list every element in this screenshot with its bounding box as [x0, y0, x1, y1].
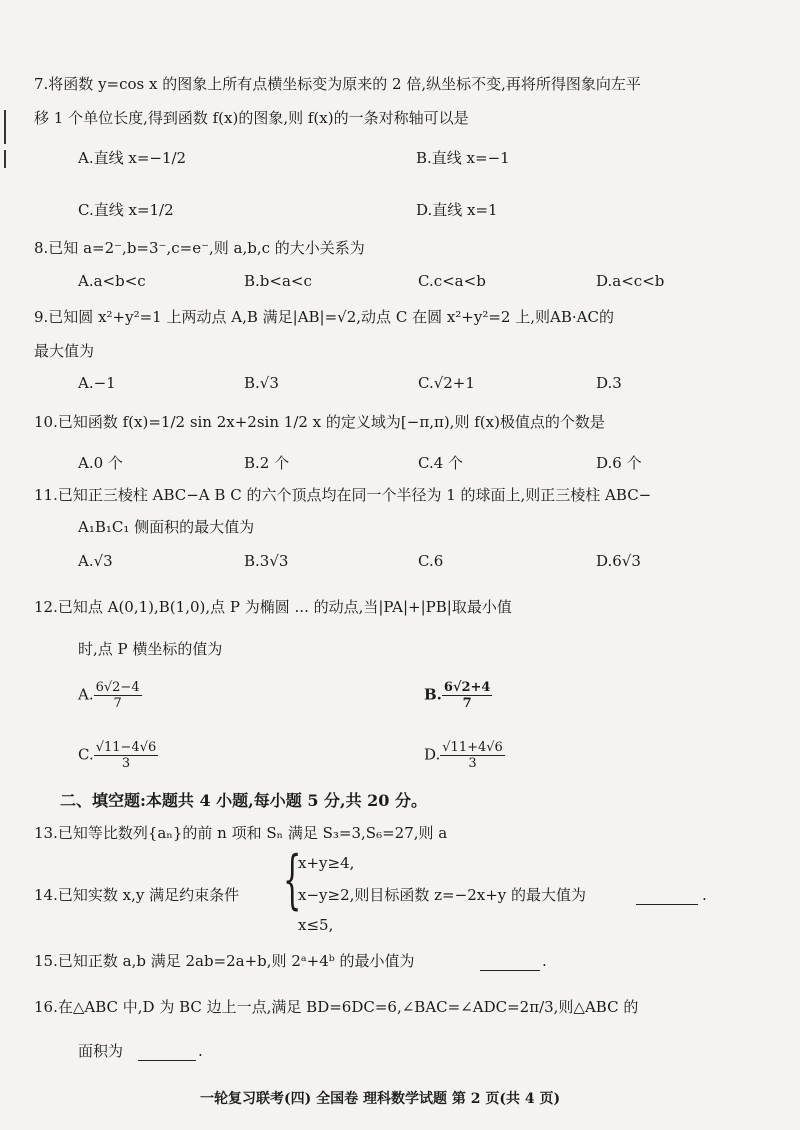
q8-option-b: B.b<a<c: [244, 272, 312, 290]
q12-option-b-fraction: [442, 680, 493, 711]
q7-option-d: D.直线 x=1: [416, 201, 498, 219]
q14-constraint-3: x≤5,: [298, 916, 334, 934]
q12-option-a-label: A.: [78, 685, 94, 704]
q12-option-c: [78, 740, 158, 771]
margin-mark: [4, 150, 6, 168]
q10-option-b: B.2 个: [244, 454, 290, 472]
q12-option-b-denominator: 7: [462, 696, 472, 711]
q10-option-a: A.0 个: [78, 454, 123, 472]
q12-option-d-denominator: 3: [468, 756, 477, 771]
q14-constraint-2: x−y≥2,则目标函数 z=−2x+y 的最大值为: [298, 886, 587, 904]
q10-stem: 10.已知函数 f(x)=1/2 sin 2x+2sin 1/2 x 的定义域为[−π,π),则 f(x)极值点的个数是: [34, 413, 605, 431]
margin-mark: [4, 110, 6, 144]
q7-stem-line1: 7.将函数 y=cos x 的图象上所有点横坐标变为原来的 2 倍,纵坐标不变,再将所得图象向左平: [34, 75, 641, 93]
q9-option-d: D.3: [596, 374, 622, 392]
q9-stem-line2: 最大值为: [34, 342, 95, 360]
q11-stem-line1: 11.已知正三棱柱 ABC−A B C 的六个顶点均在同一个半径为 1 的球面上,则正三棱柱 ABC−: [34, 486, 652, 504]
q7-stem-line2: 移 1 个单位长度,得到函数 f(x)的图象,则 f(x)的一条对称轴可以是: [34, 109, 469, 127]
q7-option-c: C.直线 x=1/2: [78, 201, 174, 219]
q12-option-d-fraction: [440, 740, 505, 771]
q12-option-b: [424, 680, 492, 711]
q10-option-d: D.6 个: [596, 454, 642, 472]
q13-stem: 13.已知等比数列{aₙ}的前 n 项和 Sₙ 满足 S₃=3,S₆=27,则 a: [34, 824, 448, 842]
q15-answer-blank[interactable]: [480, 954, 540, 971]
section-title-fill-in: 二、填空题:本题共 4 小题,每小题 5 分,共 20 分。: [60, 791, 428, 810]
q9-stem-line1: 9.已知圆 x²+y²=1 上两动点 A,B 满足|AB|=√2,动点 C 在圆 x²+y²=2 上,则AB·AC的: [34, 308, 614, 326]
page-footer: 一轮复习联考(四) 全国卷 理科数学试题 第 2 页(共 4 页): [200, 1091, 561, 1107]
q12-option-d-label: D.: [424, 745, 441, 764]
q14-constraint-1: x+y≥4,: [298, 854, 355, 872]
q12-option-a-denominator: 7: [113, 696, 122, 711]
q12-option-a-numerator: 6√2−4: [95, 680, 140, 695]
q14-stem-prefix: 14.已知实数 x,y 满足约束条件: [34, 886, 240, 904]
q11-option-a: A.√3: [78, 552, 113, 570]
q11-option-c: C.6: [418, 552, 444, 570]
constraint-brace: {: [283, 843, 302, 917]
q9-option-c: C.√2+1: [418, 374, 475, 392]
q12-option-c-numerator: √11−4√6: [95, 740, 157, 755]
q7-option-a: A.直线 x=−1/2: [78, 149, 187, 167]
q8-option-a: A.a<b<c: [78, 272, 146, 290]
q16-period: .: [198, 1042, 203, 1060]
q8-option-c: C.c<a<b: [418, 272, 486, 290]
q14-answer-blank[interactable]: [636, 888, 698, 905]
q16-answer-blank[interactable]: [138, 1044, 196, 1061]
q15-period: .: [542, 952, 547, 970]
q16-stem-line1: 16.在△ABC 中,D 为 BC 边上一点,满足 BD=6DC=6,∠BAC=∠ADC=2π/3,则△ABC 的: [34, 998, 639, 1016]
q10-option-c: C.4 个: [418, 454, 464, 472]
q12-stem-line2: 时,点 P 横坐标的值为: [78, 640, 223, 658]
q11-option-d: D.6√3: [596, 552, 641, 570]
q11-option-b: B.3√3: [244, 552, 289, 570]
q12-option-b-numerator: 6√2+4: [443, 680, 491, 695]
q12-option-d-numerator: √11+4√6: [442, 740, 503, 755]
q8-stem: 8.已知 a=2⁻,b=3⁻,c=e⁻,则 a,b,c 的大小关系为: [34, 239, 365, 257]
q12-option-c-denominator: 3: [121, 756, 131, 771]
q15-stem: 15.已知正数 a,b 满足 2ab=2a+b,则 2ᵃ+4ᵇ 的最小值为: [34, 952, 415, 970]
q9-option-b: B.√3: [244, 374, 279, 392]
q12-option-a: [78, 680, 142, 711]
q8-option-d: D.a<c<b: [596, 272, 665, 290]
q12-option-a-fraction: [94, 680, 142, 711]
q7-option-b: B.直线 x=−1: [416, 149, 510, 167]
q12-option-c-label: C.: [78, 745, 94, 764]
q14-period: .: [702, 886, 707, 904]
q9-option-a: A.−1: [78, 374, 116, 392]
q12-stem-line1: 12.已知点 A(0,1),B(1,0),点 P 为椭圆 ... 的动点,当|PA|+|PB|取最小值: [34, 598, 512, 616]
q16-stem-line2: 面积为: [78, 1042, 124, 1060]
q12-option-b-label: B.: [424, 685, 442, 704]
q11-stem-line2: A₁B₁C₁ 侧面积的最大值为: [78, 518, 255, 536]
q12-option-c-fraction: [94, 740, 159, 771]
q12-option-d: [424, 740, 505, 771]
